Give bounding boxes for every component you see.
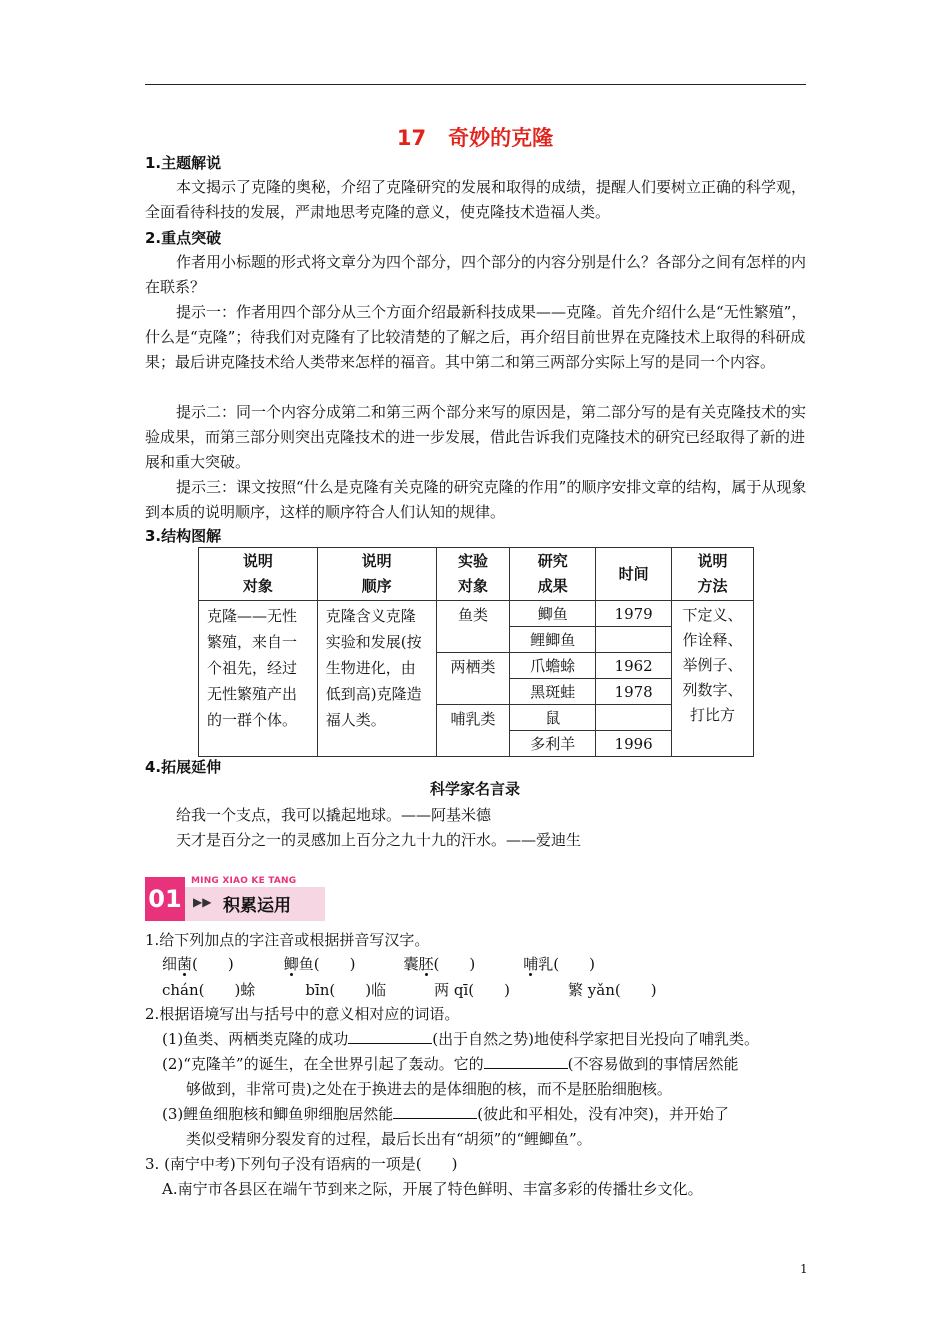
section-1-heading: 1.主题解说 <box>145 154 222 172</box>
exercise-2-item-3: (3)鲤鱼细胞核和鲫鱼卵细胞居然能 (彼此和平相处，没有冲突)，并开始了 <box>162 1102 729 1127</box>
exercise-2-item-3-cont: 类似受精卵分裂发育的过程，最后长出有“胡须”的“鲤鲫鱼”。 <box>186 1130 592 1148</box>
structure-table <box>198 547 754 757</box>
section-2-heading: 2.重点突破 <box>145 229 222 247</box>
section-3-heading: 3.结构图解 <box>145 527 222 545</box>
hint-3: 提示三：课文按照“什么是克隆有关克隆的研究克隆的作用”的顺序安排文章的结构，属于从现象到本质的说明顺序，这样的顺序符合人们认知的规律。 <box>145 478 807 521</box>
cell-result: 鼠 <box>510 705 596 731</box>
answer-blank[interactable] <box>484 1052 568 1069</box>
hint-1: 提示一：作者用四个部分从三个方面介绍最新科技成果——克隆。首先介绍什么是“无性繁殖”，什么是“克隆”；待我们对克隆有了比较清楚的了解之后，再介绍目前世界在克隆技术上取得的科研成果；最后讲克隆技术给人类带来怎样的福音。其中第二和第三两部分实际上写的是同一个内容。 <box>145 303 807 371</box>
header-result: 研究 成果 <box>510 548 596 601</box>
header-order: 说明 顺序 <box>317 548 436 601</box>
quote-2: 天才是百分之一的灵感加上百分之九十九的汗水。——爱迪生 <box>176 831 582 849</box>
exercise-3-question: 3. (南宁中考)下列句子没有语病的一项是( ) <box>145 1155 458 1173</box>
lesson-number: 17 <box>396 126 427 150</box>
exercise-2-question: 2.根据语境写出与括号中的意义相对应的词语。 <box>145 1005 460 1023</box>
exercise-1-row-1: 细菌( ) 鲫鱼( ) 囊胚( ) 哺乳( ) <box>162 955 595 973</box>
exercise-1-question: 1.给下列加点的字注音或根据拼音写汉字。 <box>145 931 430 949</box>
banner-pinyin: MING XIAO KE TANG <box>191 876 297 886</box>
exercise-2-item-2-cont: 够做到，非常可贵)之处在于换进去的是体细胞的核，而不是胚胎细胞核。 <box>186 1080 672 1098</box>
answer-blank[interactable] <box>393 1102 477 1119</box>
section-1-body: 本文揭示了克隆的奥秘，介绍了克隆研究的发展和取得的成绩，提醒人们要树立正确的科学观，全面看待科技的发展，严肃地思考克隆的意义，使克隆技术造福人类。 <box>145 178 807 221</box>
hint-2: 提示二：同一个内容分成第二和第三两个部分来写的原因是，第二部分写的是有关克隆技术的实验成果，而第三部分则突出克隆技术的进一步发展，借此告诉我们克隆技术的研究已经取得了新的进展和重大突破。 <box>145 403 807 471</box>
page-number: 1 <box>800 1262 808 1276</box>
banner-title: 积累运用 <box>223 896 291 916</box>
cell-time: 1979 <box>596 601 672 627</box>
cell-order: 克隆含义克隆实验和发展(按生物进化，由低到高)克隆造福人类。 <box>317 601 436 757</box>
cell-result: 爪蟾蜍 <box>510 653 596 679</box>
header-object: 说明 对象 <box>199 548 318 601</box>
cell-group-mammal: 哺乳类 <box>436 705 510 757</box>
quotes-title: 科学家名言录 <box>429 780 520 798</box>
answer-blank[interactable] <box>348 1027 432 1044</box>
cell-time <box>596 627 672 653</box>
exercise-1-row-2: chán( )蜍 bīn( )临 两 qī( ) 繁 yǎn( ) <box>162 981 657 999</box>
quote-1: 给我一个支点，我可以撬起地球。——阿基米德 <box>176 806 492 824</box>
cell-result: 鲫鱼 <box>510 601 596 627</box>
cell-group-amphibian: 两栖类 <box>436 653 510 705</box>
section-banner <box>145 877 325 923</box>
cell-result: 黑斑蛙 <box>510 679 596 705</box>
cell-time: 1996 <box>596 731 672 757</box>
dotted-char: 菌 <box>177 955 193 973</box>
exercise-2-item-1: (1)鱼类、两栖类克隆的成功 (出于自然之势)地使科学家把目光投向了哺乳类。 <box>162 1027 759 1052</box>
cell-result: 多利羊 <box>510 731 596 757</box>
double-arrow-icon: ▶▶ <box>193 895 212 909</box>
dotted-char: 胚 <box>418 955 434 973</box>
cell-time: 1978 <box>596 679 672 705</box>
cell-time <box>596 705 672 731</box>
cell-group-fish: 鱼类 <box>436 601 510 653</box>
lesson-name: 奇妙的克隆 <box>448 126 554 150</box>
cell-method: 下定义、作诠释、举例子、列数字、打比方 <box>672 601 754 757</box>
header-experiment: 实验 对象 <box>436 548 510 601</box>
banner-number: 01 <box>145 877 185 921</box>
section-2-question: 作者用小标题的形式将文章分为四个部分，四个部分的内容分别是什么？各部分之间有怎样的内在联系？ <box>145 253 807 296</box>
dotted-char: 哺 <box>523 955 539 973</box>
cell-result: 鲤鲫鱼 <box>510 627 596 653</box>
section-4-heading: 4.拓展延伸 <box>145 758 222 776</box>
header-method: 说明 方法 <box>672 548 754 601</box>
cell-object: 克隆——无性繁殖，来自一个祖先，经过无性繁殖产出的一群个体。 <box>199 601 318 757</box>
exercise-2-item-2: (2)“克隆羊”的诞生，在全世界引起了轰动。它的 (不容易做到的事情居然能 <box>162 1052 738 1077</box>
header-rule <box>145 84 806 85</box>
header-time: 时间 <box>596 548 672 601</box>
dotted-char: 鲫 <box>283 955 299 973</box>
lesson-title <box>0 122 950 152</box>
exercise-3-option-a: A.南宁市各县区在端午节到来之际，开展了特色鲜明、丰富多彩的传播壮乡文化。 <box>162 1180 703 1198</box>
cell-time: 1962 <box>596 653 672 679</box>
